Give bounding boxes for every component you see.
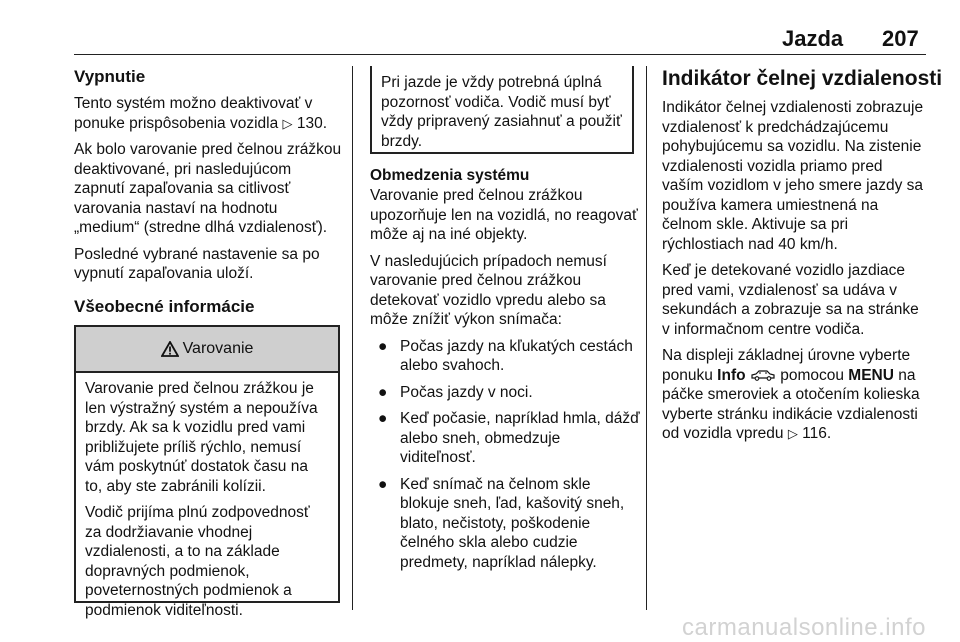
paragraph: Posledné vybrané nastavenie sa po vypnutí zapaľovania uloží. <box>74 245 320 282</box>
heading-system-limits: Obmedzenia systému <box>370 167 530 184</box>
arrow-right-icon: ▷ <box>282 115 293 131</box>
bullet-list <box>370 337 640 573</box>
list-item <box>370 383 640 403</box>
paragraph <box>662 346 928 444</box>
paragraph <box>74 94 344 133</box>
menu-button-label: MENU <box>848 366 894 384</box>
column-2 <box>370 166 640 579</box>
arrow-right-icon: ▷ <box>787 426 798 441</box>
paragraph: Varovanie pred čelnou zrážkou je len výstražný systém a nepoužíva brzdy. Ak sa k vozidlu pred vami približujete príliš rýchlo, nemusí vám poskytnúť dostatok času na to, aby ste zabránili kolízii. <box>85 380 318 495</box>
info-menu-label: Info <box>717 366 746 384</box>
car-icon <box>750 369 776 381</box>
page-reference[interactable]: 116. <box>802 425 832 442</box>
warning-box-body <box>76 373 338 620</box>
column-1 <box>74 66 344 332</box>
attention-box <box>370 66 634 154</box>
paragraph-text: pomocou <box>775 366 849 384</box>
section-title: Jazda <box>782 26 844 51</box>
paragraph: Varovanie pred čelnou zrážkou upozorňuje len na vozidlá, no reagovať môže aj na iné objekty. <box>370 187 638 243</box>
paragraph-text: Tento systém možno deaktivovať v ponuke prispôsobenia vozidla <box>74 95 313 132</box>
heading-distance-indicator: Indikátor čelnej vzdialenosti <box>662 67 943 90</box>
bullet-icon: ● <box>378 410 388 427</box>
heading-vypnutie: Vypnutie <box>74 67 146 86</box>
list-item <box>370 409 640 468</box>
list-item <box>370 337 640 376</box>
list-item-text: Počas jazdy na kľukatých cestách alebo svahoch. <box>400 337 633 374</box>
warning-box-header <box>76 327 338 373</box>
attention-text: Pri jazde je vždy potrebná úplná pozornosť vodiča. Vodič musí byť vždy pripravený zasiahnuť a použiť brzdy. <box>381 74 622 150</box>
column-divider-right <box>646 66 647 610</box>
paragraph: V nasledujúcich prípadoch nemusí varovanie pred čelnou zrážkou detekovať vozidlo vpredu alebo sa môže znížiť výkon snímača: <box>370 252 607 328</box>
list-item-text: Počas jazdy v noci. <box>400 383 533 401</box>
column-divider-left <box>352 66 353 610</box>
paragraph: Vodič prijíma plnú zodpovednosť za dodržiavanie vhodnej vzdialenosti, a to na základe dopravných podmienok, poveternostných podmienok a podmienok viditeľnosti. <box>85 504 310 619</box>
bullet-icon: ● <box>378 337 388 355</box>
paragraph: Indikátor čelnej vzdialenosti zobrazuje vzdialenosť k predchádzajúcemu pohybujúcemu sa vozidlu. Na zistenie vzdialenosti vozidla priamo pred vaším vozidlom v jeho smere jazdy sa používa kamera umiestnená na čelnom skle. Aktivuje sa pri rýchlostiach nad 40 km/h. <box>662 99 924 253</box>
paragraph-text: Na displeji základnej úrovne vyberte ponuku <box>662 347 911 384</box>
warning-box <box>74 325 340 619</box>
page-header <box>0 26 960 56</box>
heading-general-info: Všeobecné informácie <box>74 296 255 316</box>
page-number: 207 <box>882 26 919 51</box>
watermark: carmanualsonline.info <box>682 614 926 641</box>
paragraph-text: na páčke smeroviek a otočením kolieska vyberte stránku indikácie vzdialenosti od vozidla vpredu <box>662 366 920 442</box>
list-item <box>370 475 640 573</box>
column-3 <box>662 66 943 451</box>
list-item-text: Keď snímač na čelnom skle blokuje sneh, ľad, kašovitý sneh, blato, nečistoty, poškodenie čelného skla alebo cudzie predmety, napríklad nálepky. <box>400 475 625 571</box>
header-rule <box>74 54 926 55</box>
warning-label: Varovanie <box>182 340 254 357</box>
page-reference[interactable]: 130. <box>296 114 328 132</box>
paragraph: Ak bolo varovanie pred čelnou zrážkou deaktivované, pri nasledujúcom zapnutí zapaľovania sa citlivosť varovania nastaví na hodnotu „medium“ (stredne dlhá vzdialenosť). <box>74 141 342 236</box>
bullet-icon: ● <box>378 383 388 401</box>
list-item-text: Keď počasie, napríklad hmla, dážď alebo sneh, obmedzuje viditeľnosť. <box>400 410 640 466</box>
bullet-icon: ● <box>378 475 388 493</box>
warning-triangle-icon <box>161 341 179 357</box>
paragraph: Keď je detekované vozidlo jazdiace pred vami, vzdialenosť sa udáva v sekundách a zobrazuje sa na stránke v informačnom centre vodiča. <box>662 262 919 338</box>
